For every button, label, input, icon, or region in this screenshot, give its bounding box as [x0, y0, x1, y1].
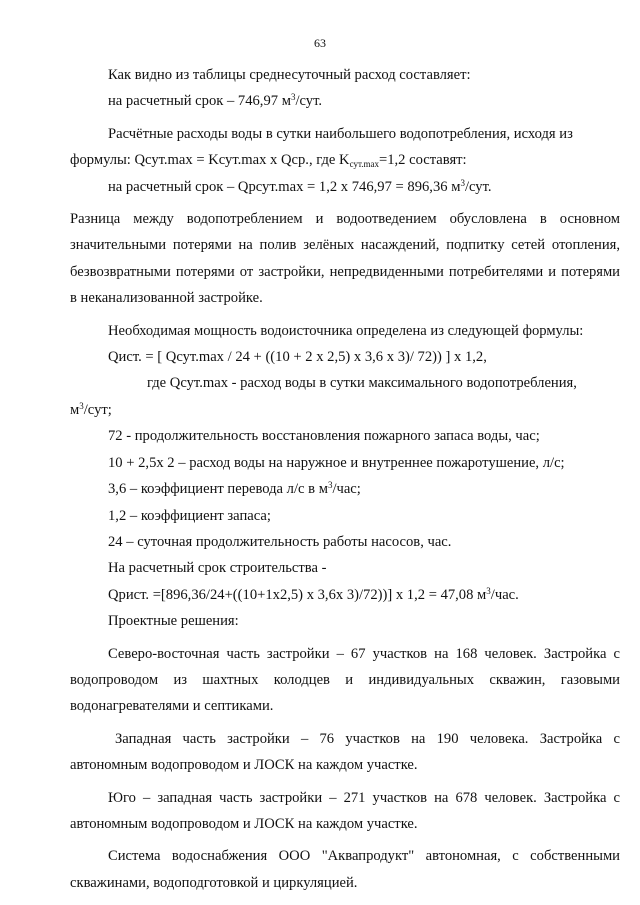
- text-line: 72 - продолжительность восстановления пожарного запаса воды, час;: [108, 428, 540, 445]
- formula-line: Qист. = [ Qсут.max / 24 + ((10 + 2 х 2,5) х 3,6 х 3)/ 72)) ] х 1,2,: [108, 349, 487, 366]
- paragraph-northeast: Северо-восточная часть застройки – 67 участков на 168 человек. Застройка с водопроводом из шахтных колодцев и индивидуальных скважин, газовыми водонагревателями и септиками.: [70, 645, 620, 715]
- text-line: на расчетный срок – Qрсут.max = 1,2 х 746,97 = 896,36 $м^3$/сут.: [108, 177, 492, 195]
- text-line: 10 + 2,5х 2 – расход воды на наружное и внутреннее пожаротушение, л/с;: [108, 454, 565, 471]
- paragraph-water-system: Система водоснабжения ООО "Аквапродукт" автономная, с собственными скважинами, водоподготовкой и циркуляцией.: [70, 848, 620, 891]
- paragraph-southwest: Юго – западная часть застройки – 271 участков на 678 человек. Застройка с автономным водопроводом и ЛОСК на каждом участке.: [70, 789, 620, 832]
- text-line: $м^3$/сут;: [70, 400, 112, 418]
- text-line: Необходимая мощность водоисточника определена из следующей формулы:: [108, 322, 584, 339]
- text-line: 24 – суточная продолжительность работы насосов, час.: [108, 533, 452, 550]
- text-line: Расчётные расходы воды в сутки наибольшего водопотребления, исходя из: [108, 125, 573, 142]
- text-line: формулы: Qсут.max = Kсут.max x Qср., где $K_{сут.max}=1,2$ составят:: [70, 152, 467, 170]
- page-number: 63: [314, 36, 326, 50]
- text-line: На расчетный срок строительства -: [108, 560, 327, 577]
- paragraph-water-difference: Разница между водопотреблением и водоотведением обусловлена в основном значительными потерями на полив зелёных насаждений, подпитку сетей отопления, безвозвратными потерями от застройки, непредвиденными потребителями и потерями в неканализованной застройке.: [70, 211, 620, 307]
- text-line: 1,2 – коэффициент запаса;: [108, 507, 271, 524]
- document-body: [70, 62, 620, 896]
- text-line: где Qсут.max - расход воды в сутки максимального водопотребления,: [147, 375, 577, 392]
- section-heading: Проектные решения:: [108, 613, 239, 630]
- text-line: Как видно из таблицы среднесуточный расход составляет:: [108, 67, 471, 83]
- text-line: на расчетный срок – 746,97 $м^3$/сут.: [108, 92, 323, 110]
- text-line: 3,6 – коэффициент перевода л/с в $м^3$/час;: [108, 480, 361, 498]
- paragraph-west: Западная часть застройки – 76 участков на 190 человека. Застройка с автономным водопроводом и ЛОСК на каждом участке.: [70, 730, 620, 774]
- formula-line: Qрист. =[896,36/24+((10+1х2,5) х 3,6х 3)/72))] х 1,2 = 47,08 $м^3$/час.: [108, 585, 519, 603]
